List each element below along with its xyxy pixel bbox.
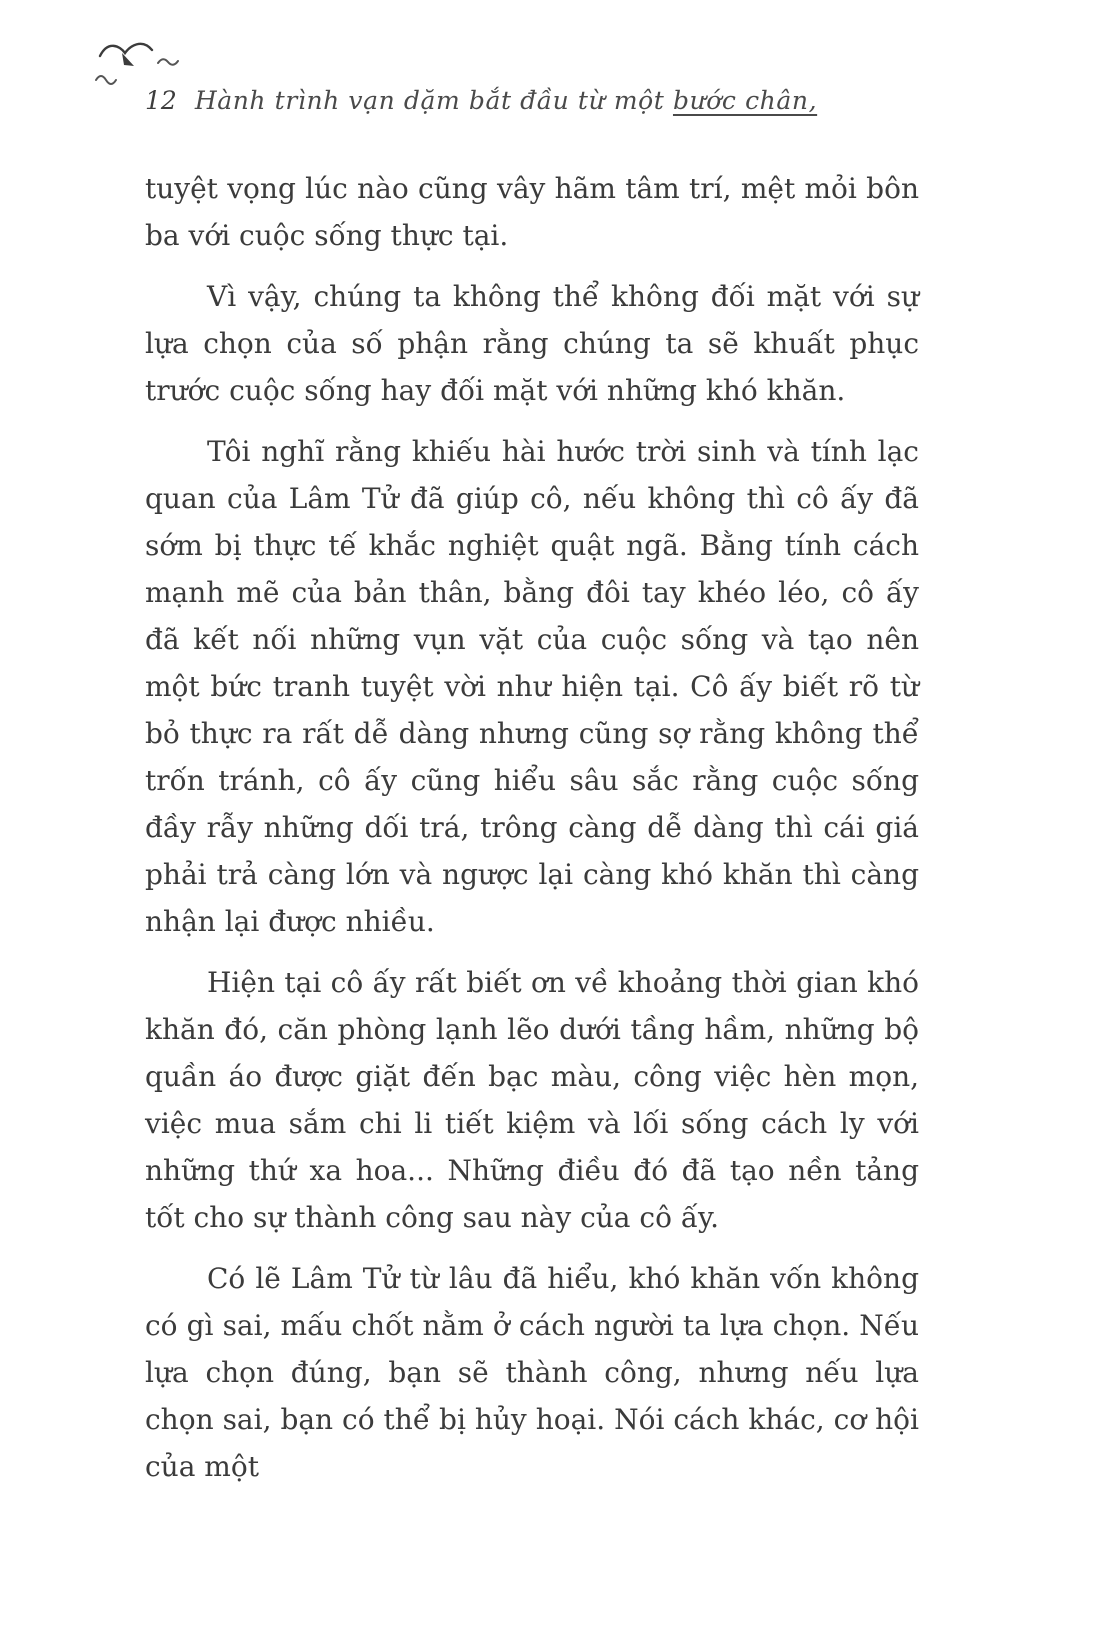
paragraph: Vì vậy, chúng ta không thể không đối mặt với sự lựa chọn của số phận rằng chúng ta sẽ khuất phục trước cuộc sống hay đối mặt với những khó khăn. [145,280,919,407]
paragraph: Có lẽ Lâm Tử từ lâu đã hiểu, khó khăn vốn không có gì sai, mấu chốt nằm ở cách người ta lựa chọn. Nếu lựa chọn đúng, bạn sẽ thành công, nhưng nếu lựa chọn sai, bạn có thể bị hủy hoại. Nói cách khác, cơ hội của một [145,1262,919,1483]
page-body [145,165,919,1490]
running-title [195,86,817,115]
paragraph: Hiện tại cô ấy rất biết ơn về khoảng thời gian khó khăn đó, căn phòng lạnh lẽo dưới tầng hầm, những bộ quần áo được giặt đến bạc màu, công việc hèn mọn, việc mua sắm chi li tiết kiệm và lối sống cách ly với những thứ xa hoa... Những điều đó đã tạo nền tảng tốt cho sự thành công sau này của cô ấy. [145,966,919,1234]
page-number: 12 [145,86,177,115]
page-header [145,86,919,115]
paragraph: tuyệt vọng lúc nào cũng vây hãm tâm trí, mệt mỏi bôn ba với cuộc sống thực tại. [145,172,919,252]
running-title-main: Hành trình vạn dặm bắt đầu từ một [194,86,673,115]
paragraph: Tôi nghĩ rằng khiếu hài hước trời sinh và tính lạc quan của Lâm Tử đã giúp cô, nếu không thì cô ấy đã sớm bị thực tế khắc nghiệt quật ngã. Bằng tính cách mạnh mẽ của bản thân, bằng đôi tay khéo léo, cô ấy đã kết nối những vụn vặt của cuộc sống và tạo nên một bức tranh tuyệt vời như hiện tại. Cô ấy biết rõ từ bỏ thực ra rất dễ dàng nhưng cũng sợ rằng không thể trốn tránh, cô ấy cũng hiểu sâu sắc rằng cuộc sống đầy rẫy những dối trá, trông càng dễ dàng thì cái giá phải trả càng lớn và ngược lại càng khó khăn thì càng nhận lại được nhiều. [145,435,919,938]
bird-icon [92,36,182,88]
running-title-underlined: bước chân, [672,86,818,115]
